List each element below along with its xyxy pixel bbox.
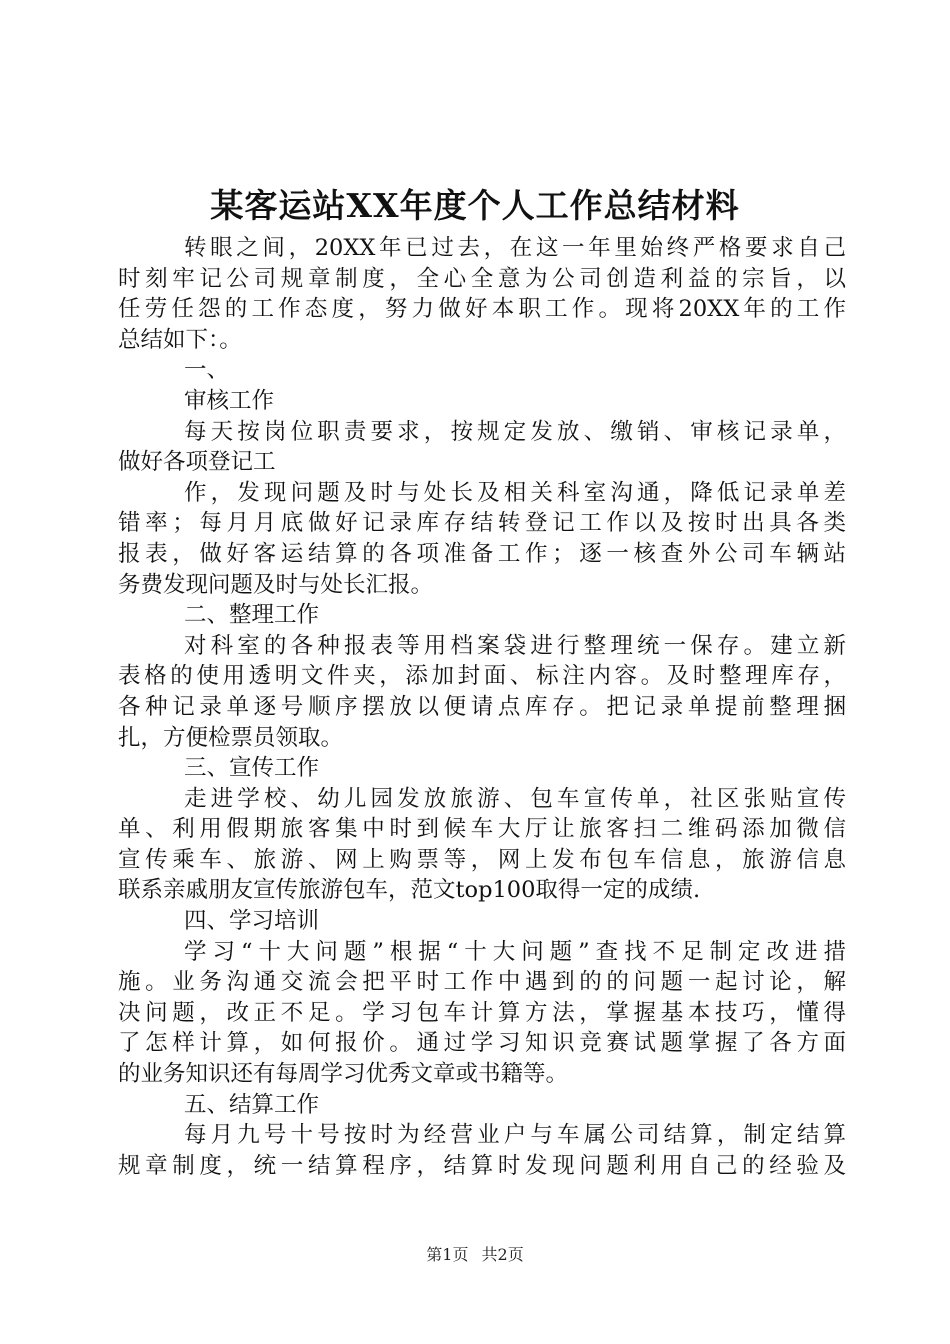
text-line: 总结如下：。 (118, 326, 242, 353)
text-line: 五、结算工作 (184, 1091, 320, 1118)
document-title: 某客运站XX年度个人工作总结材料 (210, 186, 740, 225)
page-count: 共2页 (481, 1245, 524, 1264)
text-line: 任劳任怨的工作态度，努力做好本职工作。现将20XX年的工作 (118, 296, 846, 323)
text-line: 错率；每月月底做好记录库存结转登记工作以及按时出具各类 (118, 510, 846, 537)
text-line: 对科室的各种报表等用档案袋进行整理统一保存。建立新 (184, 632, 846, 659)
text-line: 走进学校、幼儿园发放旅游、包车宣传单，社区张贴宣传 (184, 785, 846, 812)
text-line: 施。业务沟通交流会把平时工作中遇到的的问题一起讨论，解 (118, 969, 846, 996)
text-line: 决问题，改正不足。学习包车计算方法，掌握基本技巧，懂得 (118, 999, 846, 1026)
text-line: 审核工作 (184, 387, 275, 414)
text-line: 每月九号十号按时为经营业户与车属公司结算，制定结算 (184, 1122, 846, 1149)
text-line: 一、 (184, 357, 230, 384)
text-line: 单、利用假期旅客集中时到候车大厅让旅客扫二维码添加微信 (118, 816, 846, 843)
text-line: 作，发现问题及时与处长及相关科室沟通，降低记录单差 (184, 479, 846, 506)
text-line: 的业务知识还有每周学习优秀文章或书籍等。 (118, 1061, 569, 1088)
text-line: 时刻牢记公司规章制度，全心全意为公司创造利益的宗旨，以 (118, 265, 846, 292)
page-footer (0, 1242, 950, 1265)
text-line: 二、整理工作 (184, 602, 320, 629)
text-line: 表格的使用透明文件夹，添加封面、标注内容。及时整理库存， (118, 663, 846, 690)
text-line: 三、宣传工作 (184, 755, 320, 782)
text-line: 每天按岗位职责要求，按规定发放、缴销、审核记录单， (184, 418, 846, 445)
page-number: 第1页 (426, 1245, 469, 1264)
text-line: 报表，做好客运结算的各项准备工作；逐一核查外公司车辆站 (118, 540, 846, 567)
text-line: 转眼之间，20XX年已过去，在这一年里始终严格要求自己 (184, 235, 846, 261)
text-line: 宣传乘车、旅游、网上购票等，网上发布包车信息，旅游信息 (118, 846, 846, 873)
text-line: 联系亲戚朋友宣传旅游包车，范文top100取得一定的成绩. (118, 877, 701, 904)
text-line: 了怎样计算，如何报价。通过学习知识竞赛试题掌握了各方面 (118, 1030, 846, 1057)
text-line: 各种记录单逐号顺序摆放以便请点库存。把记录单提前整理捆 (118, 693, 846, 720)
text-line: 做好各项登记工 (118, 449, 276, 476)
text-line: 务费发现问题及时与处长汇报。 (118, 571, 434, 598)
text-line: 四、学习培训 (184, 908, 320, 935)
document-body (118, 233, 846, 1181)
text-line: 扎，方便检票员领取。 (118, 724, 344, 751)
text-line: 规章制度，统一结算程序，结算时发现问题利用自己的经验及 (118, 1152, 846, 1179)
text-line: 学习“十大问题”根据“十大问题”查找不足制定改进措 (184, 938, 846, 965)
